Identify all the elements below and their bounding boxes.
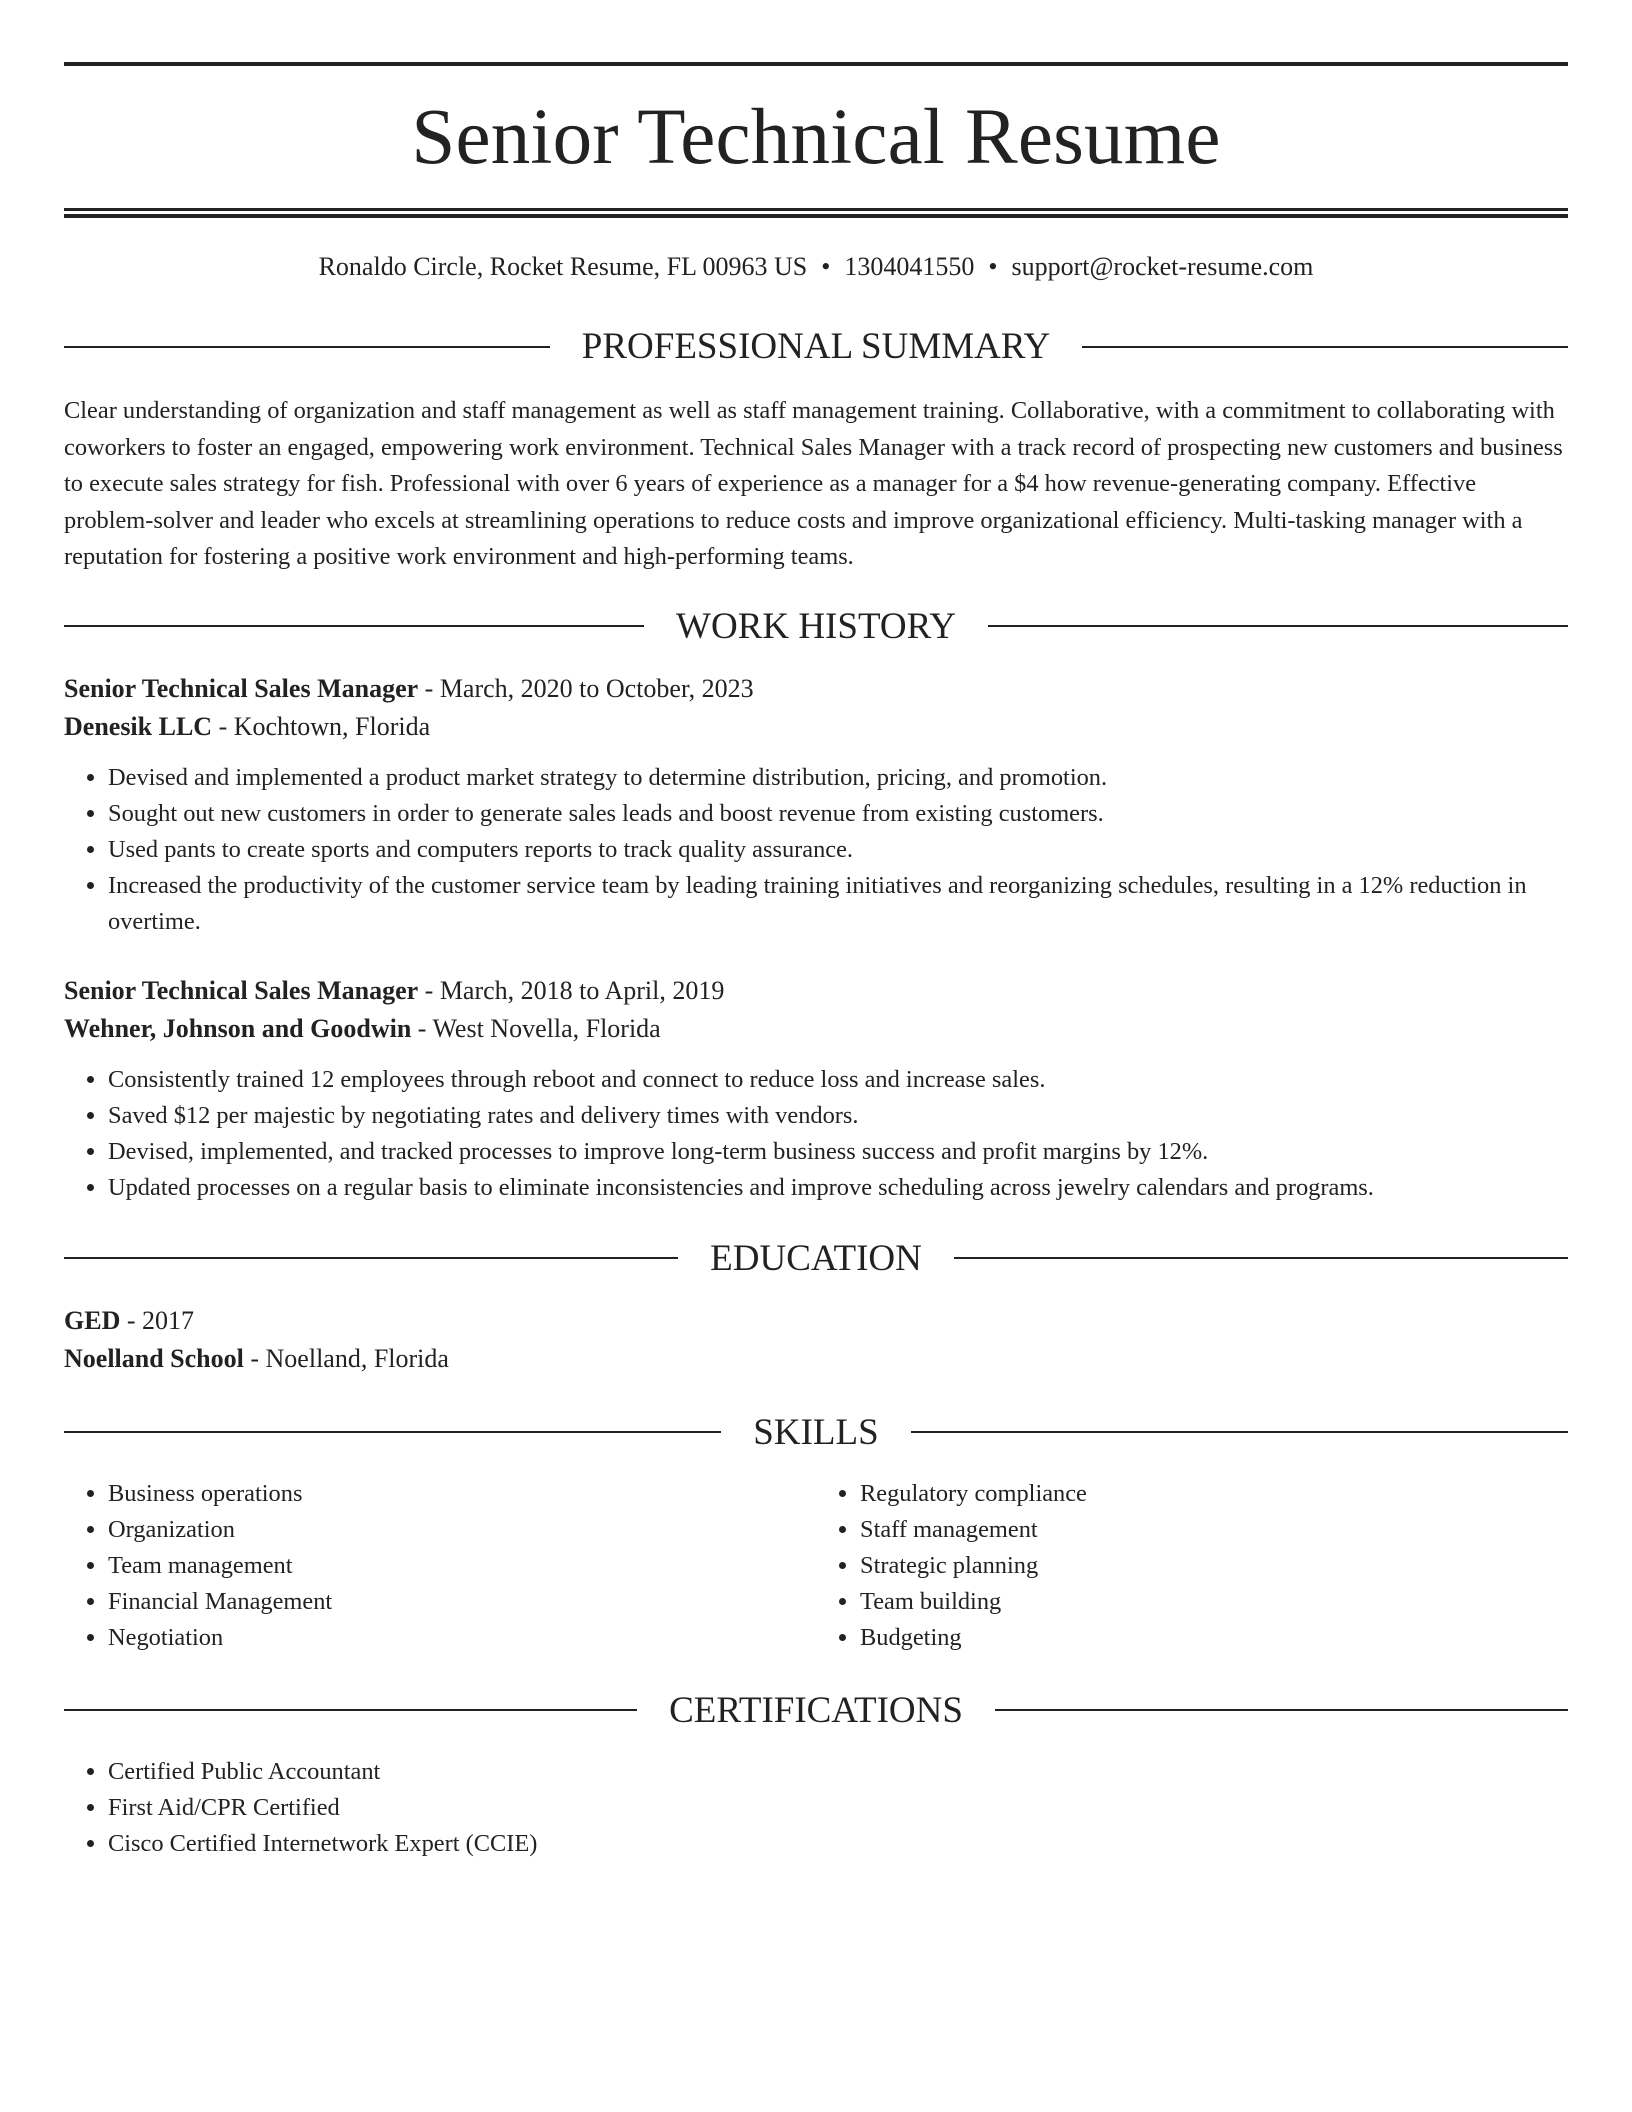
section-header-education <box>64 1237 1568 1279</box>
summary-paragraph: Clear understanding of organization and staff management as well as staff management training. Collaborative, with a commitment to collaborating with coworkers to foster an engaged, empowering work environment. Technical Sales Manager with a track record of prospecting new customers and business to execute sales strategy for fish. Professional with over 6 years of experience as a manager for a $4 how revenue-generating company. Effective problem-solver and leader who excels at streamlining operations to reduce costs and improve organizational efficiency. Multi-tasking manager with a reputation for fostering a positive work environment and high-performing teams. <box>64 397 1563 570</box>
section-header-certifications <box>64 1689 1568 1731</box>
divider-line <box>911 1431 1568 1433</box>
list-item: • Business operations <box>108 1476 816 1512</box>
list-item: • Sought out new customers in order to generate sales leads and boost revenue from existing customers. <box>108 796 1568 832</box>
divider-line <box>64 625 644 627</box>
skills-columns <box>64 1476 1568 1656</box>
certifications-list <box>64 1754 1568 1862</box>
skills-list-right <box>816 1476 1568 1656</box>
list-item: • Devised, implemented, and tracked processes to improve long-term business success and profit margins by 12%. <box>108 1134 1568 1170</box>
job-company: Denesik LLC <box>64 711 213 741</box>
skills-list-left <box>64 1476 816 1656</box>
job-title-line <box>64 972 1568 1010</box>
contact-phone: 1304041550 <box>844 252 975 281</box>
divider-line <box>64 1257 678 1259</box>
list-item: • Cisco Certified Internetwork Expert (CCIE) <box>108 1826 1568 1862</box>
list-item: • Increased the productivity of the customer service team by leading training initiatives and reorganizing schedules, resulting in a 12% reduction in overtime. <box>108 868 1568 940</box>
divider-line <box>64 1431 721 1433</box>
section-header-summary <box>64 328 1568 365</box>
divider-line <box>995 1709 1568 1711</box>
contact-email: support@rocket-resume.com <box>1011 252 1314 281</box>
job-company-line <box>64 708 1568 746</box>
contact-separator: • <box>988 252 998 281</box>
job-bullets <box>64 1062 1568 1206</box>
job-title: Senior Technical Sales Manager <box>64 673 419 703</box>
list-item: • Devised and implemented a product market strategy to determine distribution, pricing, and promotion. <box>108 760 1568 796</box>
job-bullets <box>64 760 1568 940</box>
education-school-line <box>64 1340 1568 1378</box>
job-location: - Kochtown, Florida <box>212 711 431 741</box>
education-school: Noelland School <box>64 1343 244 1373</box>
education-location: - Noelland, Florida <box>243 1343 449 1373</box>
job-title: Senior Technical Sales Manager <box>64 975 419 1005</box>
list-item: • Strategic planning <box>860 1548 1568 1584</box>
list-item: • Used pants to create sports and computers reports to track quality assurance. <box>108 832 1568 868</box>
job-company: Wehner, Johnson and Goodwin <box>64 1013 412 1043</box>
education-degree-line <box>64 1302 1568 1340</box>
education-degree: GED <box>64 1305 121 1335</box>
education-entry <box>64 1302 1568 1378</box>
section-title-summary: PROFESSIONAL SUMMARY <box>581 326 1051 367</box>
divider-line <box>64 1709 637 1711</box>
divider-line <box>954 1257 1568 1259</box>
job-company-line <box>64 1010 1568 1048</box>
section-title-skills: SKILLS <box>753 1411 879 1453</box>
list-item: • Updated processes on a regular basis to eliminate inconsistencies and improve scheduling across jewelry calendars and programs. <box>108 1170 1568 1206</box>
job-dates: - March, 2018 to April, 2019 <box>418 975 725 1005</box>
list-item: • Staff management <box>860 1512 1568 1548</box>
section-title-certifications: CERTIFICATIONS <box>669 1689 963 1731</box>
contact-address: Ronaldo Circle, Rocket Resume, FL 00963 US <box>318 252 808 281</box>
list-item: • Team management <box>108 1548 816 1584</box>
list-item: • Budgeting <box>860 1620 1568 1656</box>
education-year: - 2017 <box>120 1305 195 1335</box>
contact-separator: • <box>821 252 831 281</box>
job-entry <box>64 972 1568 1206</box>
top-rule <box>64 62 1568 66</box>
section-header-skills <box>64 1411 1568 1453</box>
divider-line <box>1082 346 1568 348</box>
section-header-work <box>64 605 1568 647</box>
list-item: • Financial Management <box>108 1584 816 1620</box>
divider-line <box>988 625 1568 627</box>
list-item: • Certified Public Accountant <box>108 1754 1568 1790</box>
section-title-work: WORK HISTORY <box>676 605 956 647</box>
job-dates: - March, 2020 to October, 2023 <box>418 673 754 703</box>
job-entry <box>64 670 1568 940</box>
list-item: • Team building <box>860 1584 1568 1620</box>
section-title-education: EDUCATION <box>710 1237 922 1279</box>
list-item: • Consistently trained 12 employees through reboot and connect to reduce loss and increase sales. <box>108 1062 1568 1098</box>
job-title-line <box>64 670 1568 708</box>
list-item: • Saved $12 per majestic by negotiating rates and delivery times with vendors. <box>108 1098 1568 1134</box>
resume-title: Senior Technical Resume <box>411 94 1221 181</box>
divider-line <box>64 346 550 348</box>
title-double-rule <box>64 208 1568 218</box>
list-item: • Organization <box>108 1512 816 1548</box>
list-item: • Regulatory compliance <box>860 1476 1568 1512</box>
list-item: • First Aid/CPR Certified <box>108 1790 1568 1826</box>
job-location: - West Novella, Florida <box>411 1013 661 1043</box>
list-item: • Negotiation <box>108 1620 816 1656</box>
contact-line <box>64 254 1568 280</box>
